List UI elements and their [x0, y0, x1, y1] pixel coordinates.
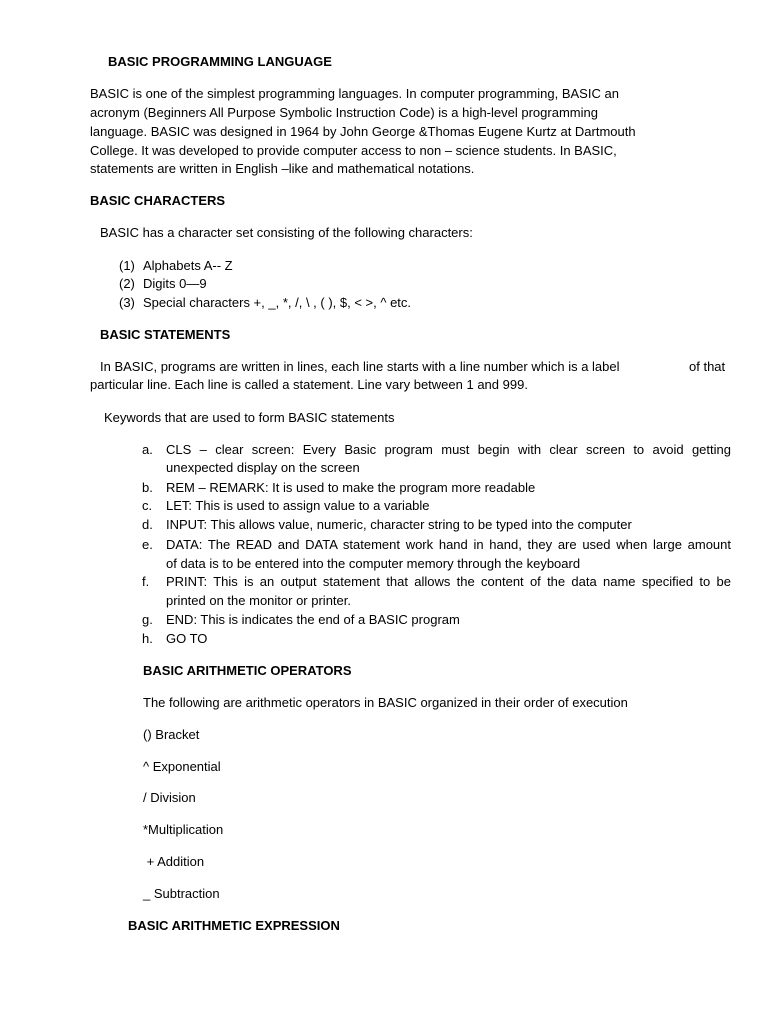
list-marker: c.	[142, 498, 153, 513]
characters-intro: BASIC has a character set consisting of the following characters:	[100, 225, 473, 240]
keywords-intro: Keywords that are used to form BASIC statements	[104, 410, 395, 425]
list-marker: d.	[142, 517, 153, 532]
list-marker: f.	[142, 574, 150, 589]
intro-line: College. It was developed to provide computer access to non – science students. In BASIC,	[90, 143, 617, 158]
list-item-number: (3)	[119, 295, 135, 310]
intro-line: BASIC is one of the simplest programming languages. In computer programming, BASIC an	[90, 86, 619, 101]
operator-item: () Bracket	[143, 727, 200, 742]
intro-line: statements are written in English –like and mathematical notations.	[90, 161, 475, 176]
keyword-item-continued: printed on the monitor or printer.	[166, 593, 351, 608]
statements-heading: BASIC STATEMENTS	[100, 327, 231, 342]
list-marker: b.	[142, 480, 153, 495]
keyword-item-continued: unexpected display on the screen	[166, 460, 360, 475]
statements-para-line: In BASIC, programs are written in lines, each line starts with a line number which is a label	[100, 359, 620, 374]
keyword-item-continued: of data is to be entered into the computer memory through the keyboard	[166, 556, 581, 571]
keyword-item: PRINT: This is an output statement that allows the content of the data name specified to be	[166, 574, 731, 589]
list-item: Special characters +, _, *, /, \ , ( ), $, < >, ^ etc.	[143, 295, 412, 310]
keyword-item: CLS – clear screen: Every Basic program must begin with clear screen to avoid getting	[166, 442, 731, 457]
keyword-item: GO TO	[166, 631, 208, 646]
list-item: Alphabets A-- Z	[143, 258, 233, 273]
operator-item: ^ Exponential	[143, 759, 221, 774]
page-title: BASIC PROGRAMMING LANGUAGE	[108, 54, 332, 69]
intro-line: language. BASIC was designed in 1964 by John George &Thomas Eugene Kurtz at Dartmouth	[90, 124, 636, 139]
intro-line: acronym (Beginners All Purpose Symbolic Instruction Code) is a high-level programming	[90, 105, 598, 120]
statements-para-line: particular line. Each line is called a statement. Line vary between 1 and 999.	[90, 377, 528, 392]
list-marker: e.	[142, 537, 153, 552]
operator-item: *Multiplication	[143, 822, 224, 837]
list-marker: a.	[142, 442, 153, 457]
keyword-item: INPUT: This allows value, numeric, character string to be typed into the computer	[166, 517, 632, 532]
operators-intro: The following are arithmetic operators in BASIC organized in their order of execution	[143, 695, 628, 710]
list-marker: h.	[142, 631, 153, 646]
characters-heading: BASIC CHARACTERS	[90, 193, 226, 208]
statements-para-tail: of that	[689, 359, 726, 374]
keyword-item: REM – REMARK: It is used to make the program more readable	[166, 480, 536, 495]
list-item-number: (2)	[119, 276, 135, 291]
operator-item: / Division	[143, 790, 196, 805]
expression-heading: BASIC ARITHMETIC EXPRESSION	[128, 918, 340, 933]
operator-item: _ Subtraction	[143, 886, 220, 901]
keyword-item: END: This is indicates the end of a BASIC program	[166, 612, 460, 627]
list-item: Digits 0—9	[143, 276, 207, 291]
operator-item: + Addition	[143, 854, 205, 869]
list-item-number: (1)	[119, 258, 135, 273]
list-marker: g.	[142, 612, 153, 627]
keyword-item: DATA: The READ and DATA statement work hand in hand, they are used when large amount	[166, 537, 731, 552]
operators-heading: BASIC ARITHMETIC OPERATORS	[143, 663, 352, 678]
keyword-item: LET: This is used to assign value to a variable	[166, 498, 430, 513]
